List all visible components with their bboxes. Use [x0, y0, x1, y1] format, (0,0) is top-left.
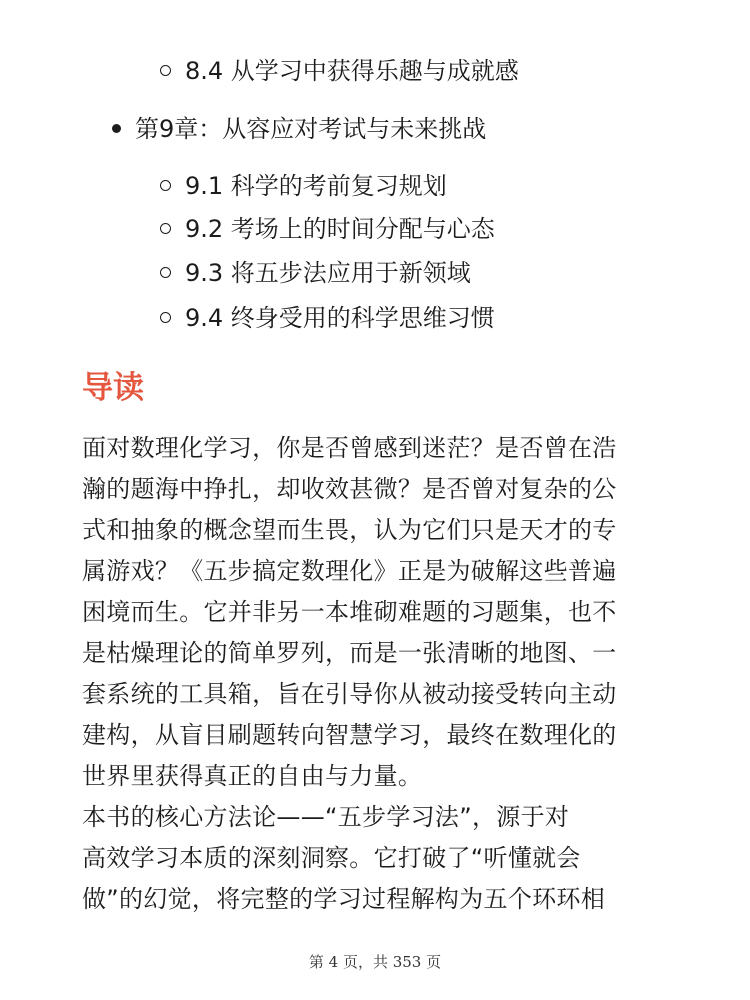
toc-item-text: 9.3 将五步法应用于新领域 — [185, 259, 471, 287]
paragraph-line: 式和抽象的概念望而生畏，认为它们只是天才的专 — [82, 516, 617, 544]
toc-item-text: 8.4 从学习中获得乐趣与成就感 — [185, 57, 519, 85]
paragraph-line: 面对数理化学习，你是否曾感到迷茫？是否曾在浩 — [82, 434, 617, 462]
toc-item-text: 9.4 终身受用的科学思维习惯 — [185, 304, 495, 332]
paragraph-line: 属游戏？《五步搞定数理化》正是为破解这些普遍 — [82, 557, 617, 585]
paragraph-line: 建构，从盲目刷题转向智慧学习，最终在数理化的 — [82, 721, 617, 749]
circle-bullet-icon — [160, 267, 171, 278]
paragraph-method — [82, 797, 682, 920]
toc-item-9-1 — [160, 170, 447, 202]
paragraph-line: 高效学习本质的深刻洞察。它打破了“听懂就会 — [82, 844, 581, 872]
paragraph-intro — [82, 428, 682, 797]
toc-item-text: 9.2 考场上的时间分配与心态 — [185, 215, 495, 243]
paragraph-line: 瀚的题海中挣扎，却收效甚微？是否曾对复杂的公 — [82, 475, 617, 503]
paragraph-line: 做”的幻觉，将完整的学习过程解构为五个环环相 — [82, 885, 606, 913]
page-number-footer: 第 4 页，共 353 页 — [308, 953, 442, 971]
disc-bullet-icon — [112, 124, 121, 133]
toc-item-9-2 — [160, 213, 495, 245]
circle-bullet-icon — [160, 65, 171, 76]
circle-bullet-icon — [160, 223, 171, 234]
paragraph-line: 是枯燥理论的简单罗列，而是一张清晰的地图、一 — [82, 639, 617, 667]
toc-item-chapter-9 — [112, 113, 486, 145]
toc-item-9-4 — [160, 302, 495, 334]
toc-item-8-4 — [160, 55, 519, 87]
toc-item-text: 第9章：从容应对考试与未来挑战 — [135, 115, 487, 143]
toc-item-9-3 — [160, 257, 471, 289]
circle-bullet-icon — [160, 180, 171, 191]
paragraph-line: 困境而生。它并非另一本堆砌难题的习题集，也不 — [82, 598, 617, 626]
paragraph-line: 本书的核心方法论——“五步学习法”，源于对 — [82, 803, 570, 831]
toc-item-text: 9.1 科学的考前复习规划 — [185, 172, 447, 200]
section-heading: 导读 — [82, 370, 144, 406]
paragraph-line: 套系统的工具箱，旨在引导你从被动接受转向主动 — [82, 680, 617, 708]
paragraph-line: 世界里获得真正的自由与力量。 — [82, 762, 423, 790]
circle-bullet-icon — [160, 312, 171, 323]
